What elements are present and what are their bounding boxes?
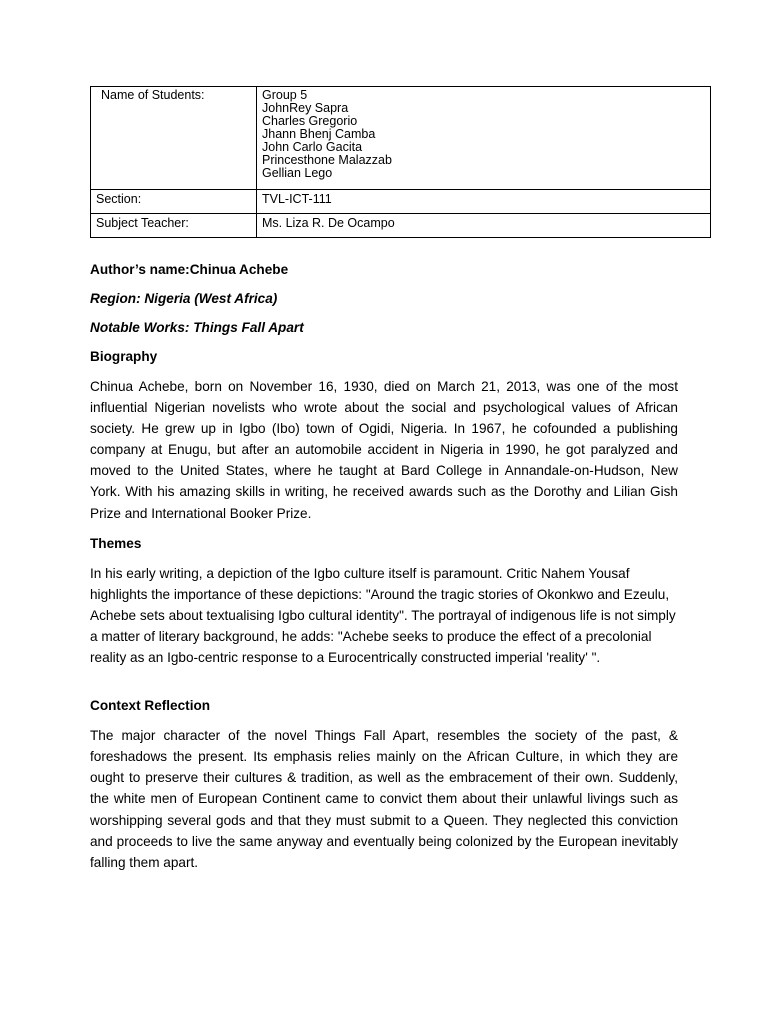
region-line: Region: Nigeria (West Africa) (90, 291, 278, 306)
names-list-item: John Carlo Gacita (262, 140, 363, 154)
author-line: Author’s name:Chinua Achebe (90, 262, 289, 277)
notable-works-line: Notable Works: Things Fall Apart (90, 320, 304, 335)
teacher-label: Subject Teacher: (91, 214, 257, 238)
teacher-row (91, 214, 711, 238)
names-cell (257, 87, 711, 190)
section-label: Section: (91, 190, 257, 214)
names-list-item: Jhann Bhenj Camba (262, 127, 376, 141)
context-reflection-text: The major character of the novel Things Fall Apart, resembles the society of the past, & foreshadows the present. Its emphasis relies mainly on the African Culture, in which they are ought to preserve their cultures & tradition, as well as the embracement of their own. Suddenly, the white men of European Continent came to convict them about their unlawful livings such as worshipping several gods and that they must submit to a Queen. They neglected this conviction and proceeds to live the same anyway and eventually being colonized by the European inevitably falling them apart. (90, 728, 678, 870)
section-value: TVL-ICT-111 (257, 190, 711, 214)
names-list-item: Princesthone Malazzab (262, 153, 392, 167)
section-spacer (90, 680, 678, 698)
themes-text: In his early writing, a depiction of the Igbo culture itself is paramount. Critic Nahem Yousaf highlights the importance of these depictions: "Around the tragic stories of Okonkwo and Ezeulu, Achebe sets about textualising Igbo cultural identity". The portrayal of indigenous life is not simply a matter of literary background, he adds: "Achebe seeks to produce the effect of a precolonial reality as an Igbo-centric response to a Eurocentrically constructed imperial 'reality' ". (90, 565, 676, 666)
names-list (262, 89, 705, 180)
biography-heading: Biography (90, 349, 158, 364)
themes-heading: Themes (90, 535, 142, 551)
students-row (91, 87, 711, 190)
names-list-item: Charles Gregorio (262, 114, 358, 128)
names-label: Name of Students: (91, 87, 257, 190)
names-list-item: Group 5 (262, 88, 308, 102)
student-info-table (90, 86, 711, 238)
names-list-item: Gellian Lego (262, 166, 333, 180)
names-list-item: JohnRey Sapra (262, 101, 349, 115)
teacher-value: Ms. Liza R. De Ocampo (257, 214, 711, 238)
document-body (90, 262, 678, 885)
section-row (91, 190, 711, 214)
biography-text: Chinua Achebe, born on November 16, 1930, died on March 21, 2013, was one of the most influential Nigerian novelists who wrote about the social and psychological values of African society. He grew up in Igbo (Ibo) town of Ogidi, Nigeria. In 1967, he cofounded a publishing company at Enugu, but after an automobile accident in Nigeria in 1990, he got paralyzed and moved to the United States, where he taught at Bard College in Annandale-on-Hudson, New York. With his amazing skills in writing, he received awards such as the Dorothy and Lilian Gish Prize and International Booker Prize. (90, 379, 678, 521)
context-reflection-heading: Context Reflection (90, 698, 211, 714)
